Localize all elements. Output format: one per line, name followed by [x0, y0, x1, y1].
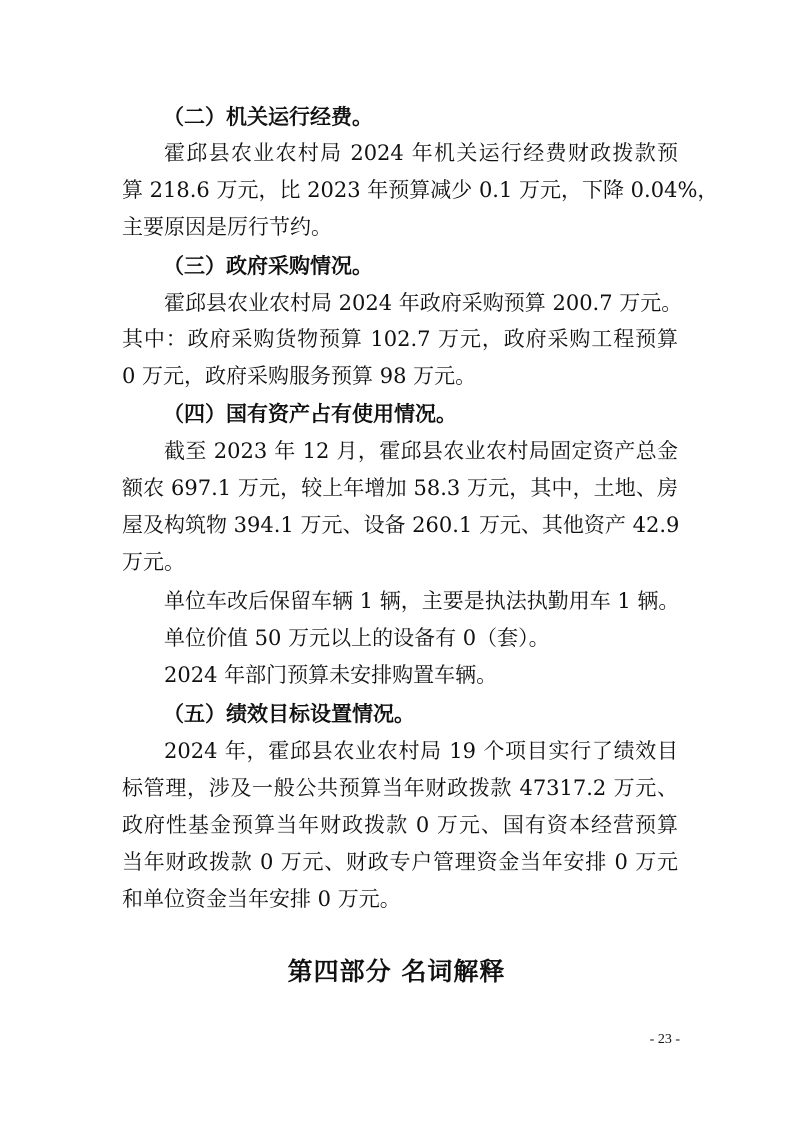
paragraph-line: 屋及构筑物 394.1 万元、设备 260.1 万元、其他资产 42.9: [122, 513, 680, 537]
equipment-paragraph: 单位价值 50 万元以上的设备有 0（套）。: [164, 626, 550, 650]
paragraph-line: 标管理，涉及一般公共预算当年财政拨款 47317.2 万元、: [122, 776, 678, 800]
paragraph-line: 万元。: [122, 550, 185, 574]
paragraph-line: 算 218.6 万元，比 2023 年预算减少 0.1 万元，下降 0.04%，: [122, 178, 719, 202]
paragraph-line: 其中：政府采购货物预算 102.7 万元，政府采购工程预算: [122, 327, 678, 351]
paragraph-line: 2024 年，霍邱县农业农村局 19 个项目实行了绩效目: [164, 739, 678, 763]
section-heading-state-assets: （四）国有资产占有使用情况。: [163, 402, 457, 426]
part-title: 第四部分 名词解释: [287, 957, 506, 986]
section-heading-performance-targets: （五）绩效目标设置情况。: [163, 702, 415, 726]
vehicle-purchase-paragraph: 2024 年部门预算未安排购置车辆。: [164, 663, 498, 687]
paragraph-line: 霍邱县农业农村局 2024 年机关运行经费财政拨款预: [164, 141, 678, 165]
paragraph-line: 主要原因是厉行节约。: [122, 215, 332, 239]
paragraph-line: 和单位资金当年安排 0 万元。: [122, 887, 401, 911]
paragraph-line: 政府性基金预算当年财政拨款 0 万元、国有资本经营预算: [122, 813, 678, 837]
section-heading-operating-expenses: （二）机关运行经费。: [163, 105, 373, 129]
paragraph-line: 额农 697.1 万元，较上年增加 58.3 万元，其中，土地、房: [122, 476, 678, 500]
paragraph-line: 当年财政拨款 0 万元、财政专户管理资金当年安排 0 万元: [122, 850, 678, 874]
paragraph-line: 霍邱县农业农村局 2024 年政府采购预算 200.7 万元。: [164, 291, 683, 315]
page-number: - 23 -: [649, 1032, 680, 1047]
section-heading-procurement: （三）政府采购情况。: [163, 254, 373, 278]
vehicles-paragraph: 单位车改后保留车辆 1 辆，主要是执法执勤用车 1 辆。: [164, 589, 680, 613]
paragraph-line: 截至 2023 年 12 月，霍邱县农业农村局固定资产总金: [164, 439, 678, 463]
paragraph-line: 0 万元，政府采购服务预算 98 万元。: [122, 364, 477, 388]
